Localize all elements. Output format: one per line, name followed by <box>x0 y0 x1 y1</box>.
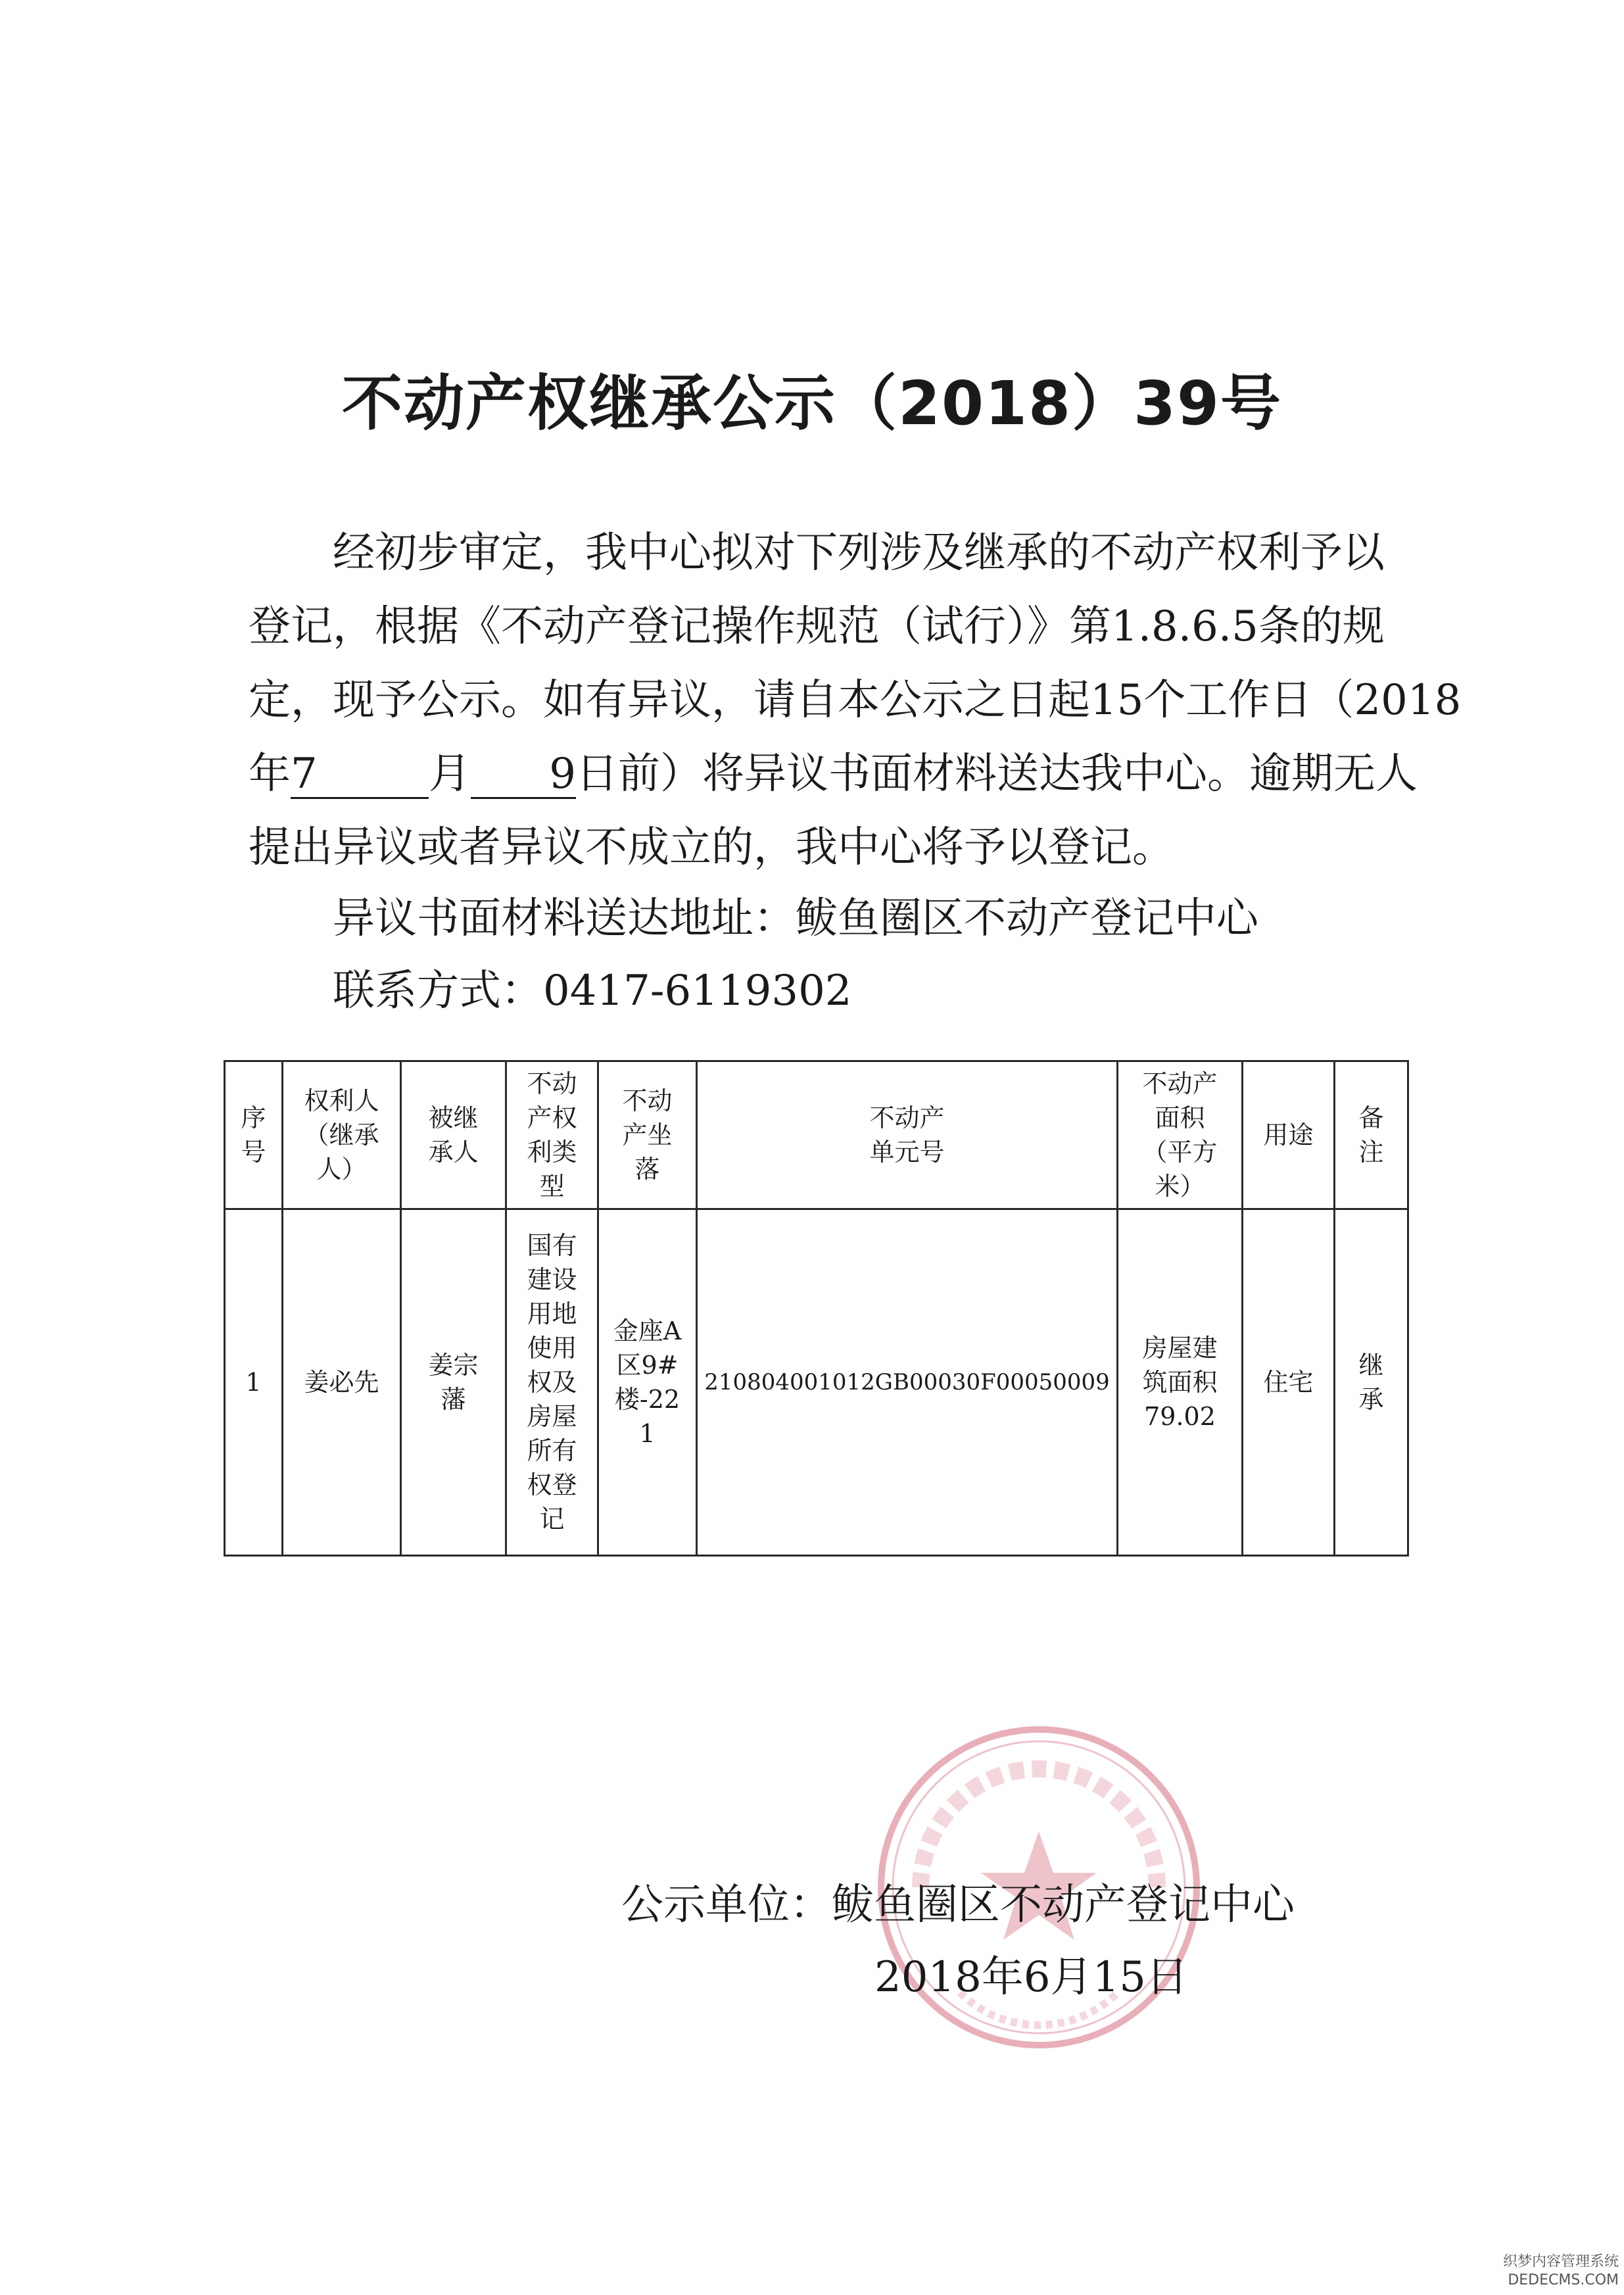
header-decedent: 被继承人 <box>401 1061 506 1209</box>
table-row <box>225 1209 1408 1556</box>
notice-body <box>249 516 1462 884</box>
body-line-2: 登记，根据《不动产登记操作规范（试行）》第1.8.6.5条的规 <box>249 602 1385 651</box>
year-label: 年 <box>249 750 291 798</box>
header-remark: 备注 <box>1335 1061 1408 1209</box>
registration-table <box>224 1060 1409 1557</box>
header-seq: 序号 <box>225 1061 283 1209</box>
cell-remark: 继承 <box>1335 1209 1408 1556</box>
body-line-4-rest: 日前）将异议书面材料送达我中心。逾期无人 <box>576 750 1418 798</box>
cell-right-type: 国有建设用地使用权及房屋所有权登记 <box>506 1209 598 1556</box>
watermark-text: 织梦内容管理系统 DEDECMS.COM <box>1502 2254 1619 2288</box>
page-title: 不动产权继承公示（2018）39号 <box>341 368 1283 439</box>
cell-location: 金座A区9#楼-221 <box>598 1209 697 1556</box>
month-blank: 7 <box>291 751 429 799</box>
header-location: 不动产坐落 <box>598 1061 697 1209</box>
month-label: 月 <box>429 750 471 798</box>
header-area: 不动产面积（平方米） <box>1118 1061 1243 1209</box>
issuing-unit: 公示单位：鲅鱼圈区不动产登记中心 <box>621 1881 1295 1929</box>
cell-unit-no: 210804001012GB00030F00050009 <box>697 1209 1118 1556</box>
body-line-4 <box>249 737 1418 811</box>
body-line-3: 定，现予公示。如有异议，请自本公示之日起15个工作日（2018 <box>249 676 1462 725</box>
objection-address: 异议书面材料送达地址：鲅鱼圈区不动产登记中心 <box>333 894 1258 943</box>
cell-holder: 姜必先 <box>283 1209 401 1556</box>
watermark-logo <box>1503 2253 1619 2290</box>
day-blank: 9 <box>471 751 576 799</box>
header-usage: 用途 <box>1243 1061 1335 1209</box>
body-line-1: 经初步审定，我中心拟对下列涉及继承的不动产权利予以 <box>333 529 1385 577</box>
cell-area: 房屋建筑面积79.02 <box>1118 1209 1243 1556</box>
issue-date: 2018年6月15日 <box>874 1953 1189 2002</box>
cell-decedent: 姜宗藩 <box>401 1209 506 1556</box>
table-header-row <box>225 1061 1408 1209</box>
header-unit-no: 不动产单元号 <box>697 1061 1118 1209</box>
body-line-5: 提出异议或者异议不成立的，我中心将予以登记。 <box>249 823 1174 872</box>
cell-usage: 住宅 <box>1243 1209 1335 1556</box>
contact-info: 联系方式：0417-6119302 <box>333 967 852 1015</box>
header-right-type: 不动产权利类型 <box>506 1061 598 1209</box>
cell-seq: 1 <box>225 1209 283 1556</box>
header-holder: 权利人（继承人） <box>283 1061 401 1209</box>
